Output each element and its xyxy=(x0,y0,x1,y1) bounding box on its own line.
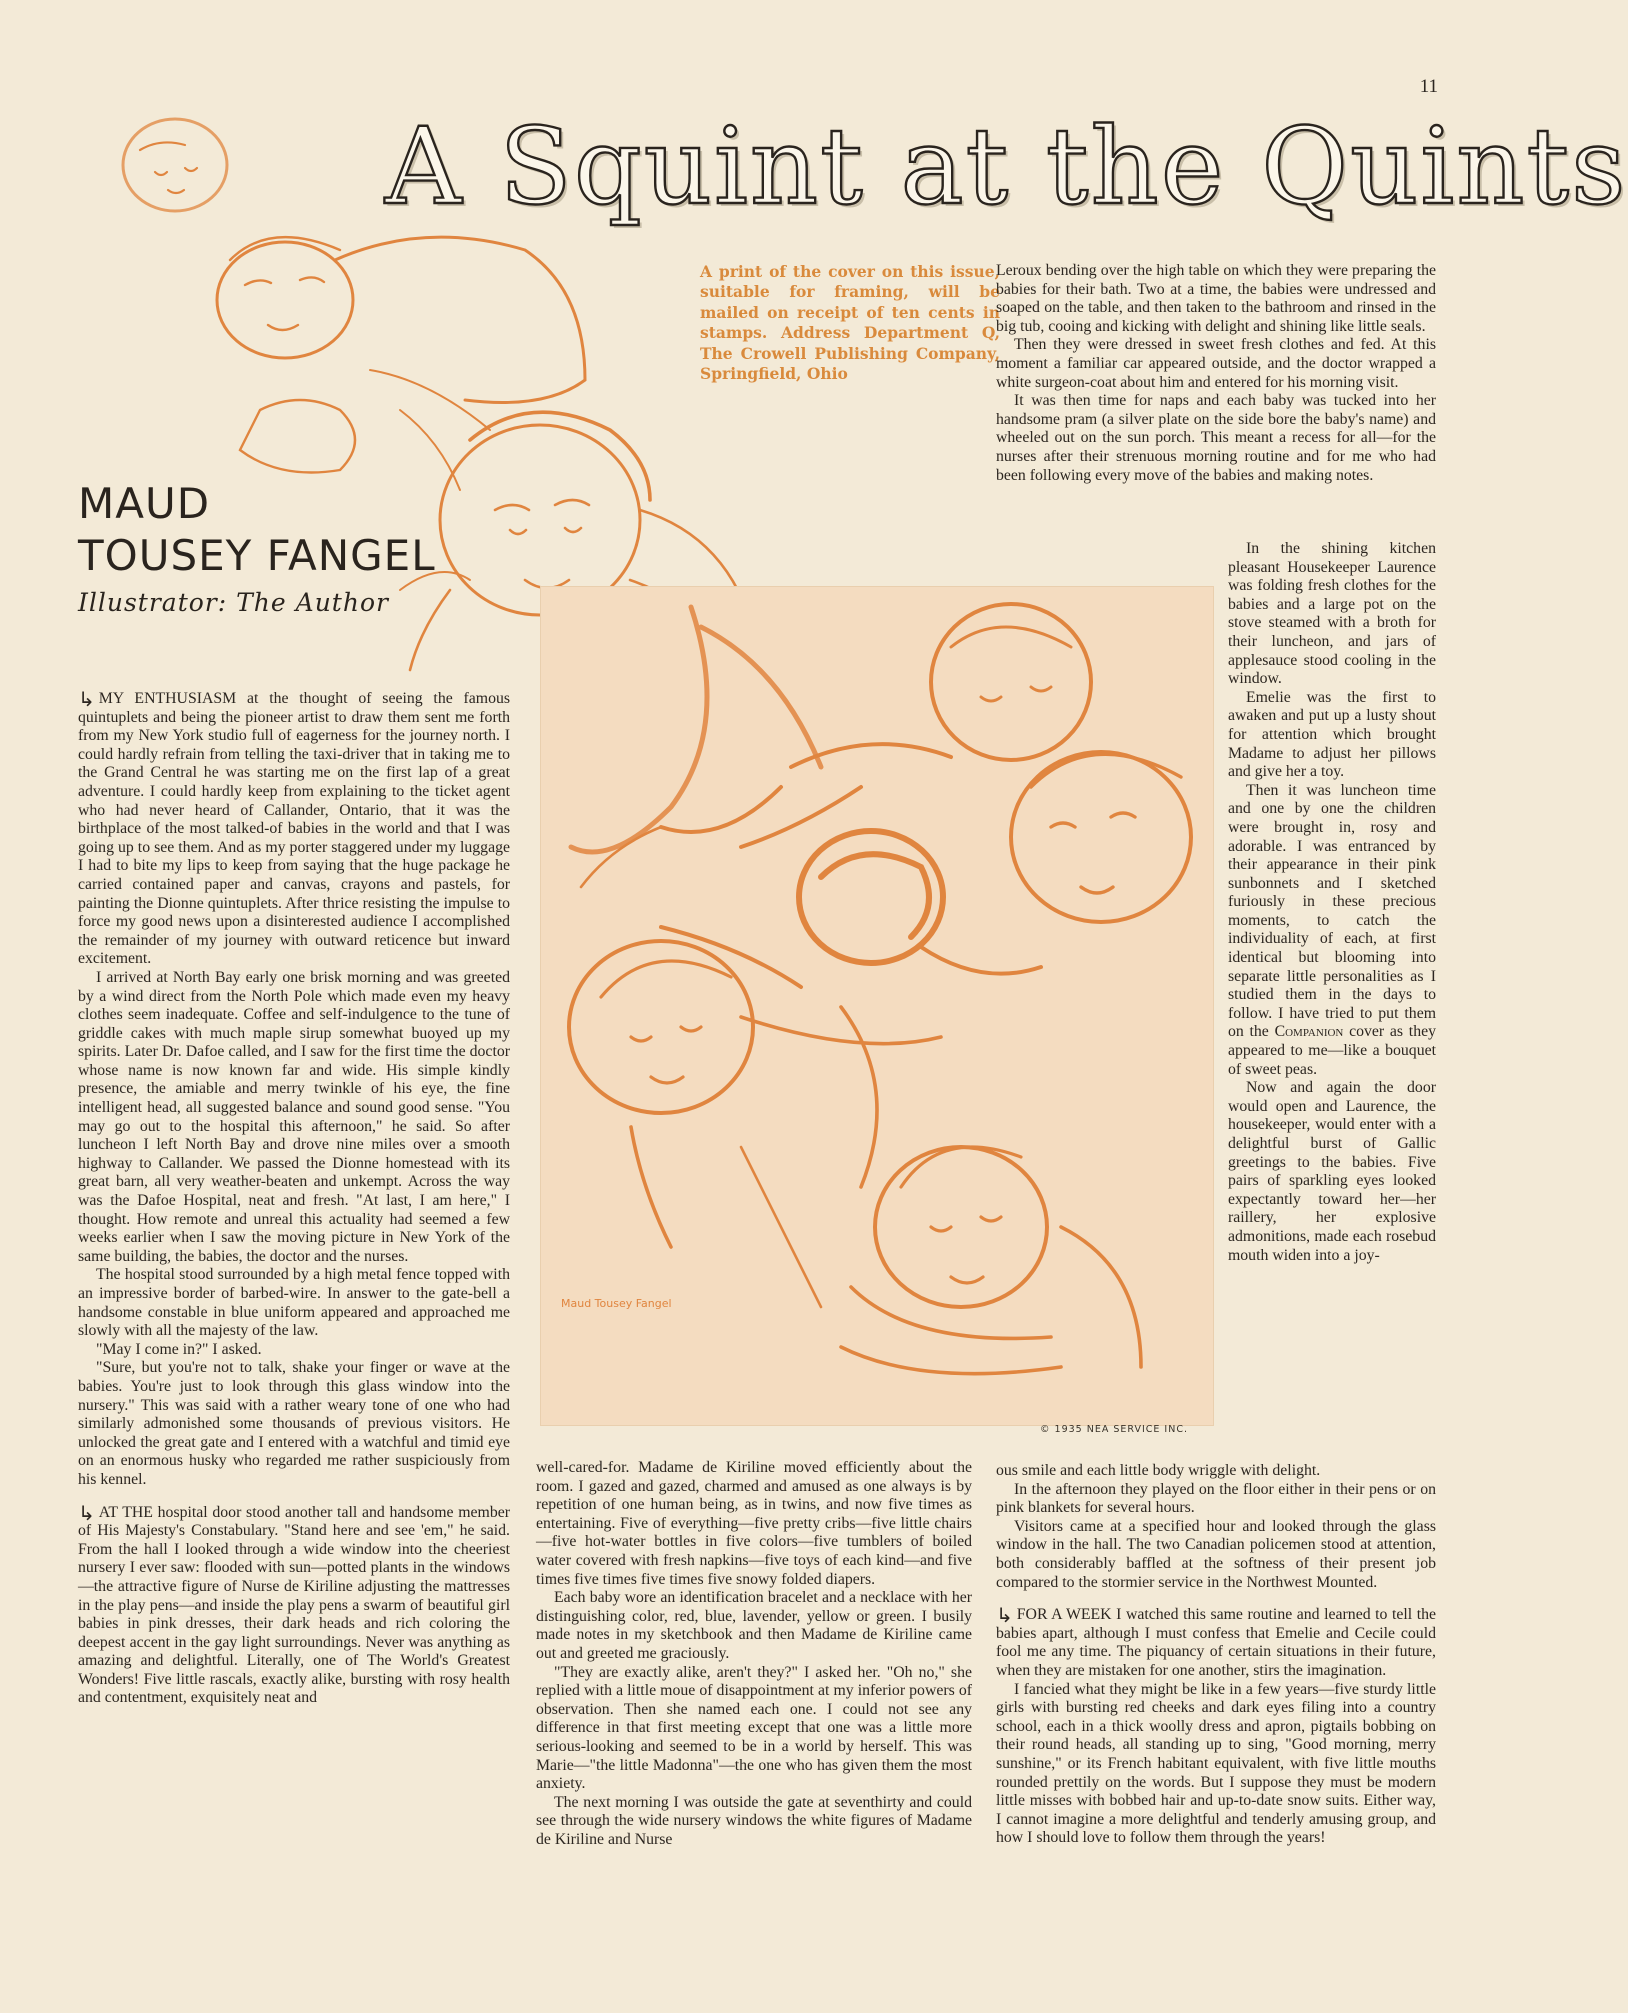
paragraph: well-cared-for. Madame de Kiriline moved efficiently about the room. I gazed and gazed, charmed and amused as one always is by repetition of one human being, as in twins, and now five times as entertaining. Five of everything—five pretty cribs—five little chairs—five hot-water bottles in five colors—five tumblers of boiled water covered with fresh napkins—five toys of each kind—and five times five times five times five snowy folded diapers. xyxy=(536,1459,972,1588)
paragraph: Leroux bending over the high table on which they were preparing the babies for their bath. Two at a time, the babies were undressed and soaped on the table, and then taken to the bathroom and rinsed in the big tub, cooing and kicking with delight and shining like little seals. xyxy=(996,262,1436,335)
text-column-3-bottom xyxy=(996,1462,1436,1848)
paragraph-text: cover as they appeared to me—like a bouquet of sweet peas. xyxy=(1228,1023,1437,1078)
baby-head-1 xyxy=(123,119,227,211)
paragraph: Each baby wore an identification bracelet and a necklace with her distinguishing color, red, blue, lavender, yellow or green. I busily made notes in my sketchbook and then Madame de Kiriline came out and greeted me graciously. xyxy=(536,1589,972,1662)
magazine-name: Companion xyxy=(1274,1023,1344,1041)
paragraph xyxy=(78,687,511,969)
baby-body-2 xyxy=(335,237,585,402)
baby-head-2 xyxy=(217,242,353,358)
page-number: 11 xyxy=(1419,76,1438,97)
paragraph: It was then time for naps and each baby was tucked into her handsome pram (a silver plate on the side bore the baby's name) and wheeled out on the sun porch. This meant a recess for all—for the nurses after their strenuous morning routine and for me who had been following every move of the babies and making notes. xyxy=(996,392,1436,484)
lead-in: AT THE xyxy=(98,1503,153,1521)
cover-print-offer: A print of the cover on this issue, suitable for framing, will be mailed on receipt of ten cents in stamps. Address Department Q, The Crowell Publishing Company, Springfield, Ohio xyxy=(700,262,1000,384)
paragraph: Emelie was the first to awaken and put up a lusty shout for attention which brought Madame to adjust her pillows and give her a toy. xyxy=(1228,688,1436,781)
paragraph-text: Then it was luncheon time and one by one the children were brought in, rosy and adorable. I was entranced by their appearance in their pink sunbonnets and I sketched furiously in these precious moments, to catch the individuality of each, at first identical but blooming into separate little personalities as I studied them in the days to follow. I have tried to put them on the xyxy=(1228,781,1436,1041)
lead-in: FOR A WEEK xyxy=(1016,1606,1112,1624)
paragraph: ous smile and each little body wriggle with delight. xyxy=(996,1462,1321,1479)
text-column-3-narrow xyxy=(1228,540,1436,1265)
text-column-3-top xyxy=(996,262,1436,485)
text-column-2 xyxy=(536,1459,972,1849)
drop-arrow-icon: ↳ xyxy=(78,1500,95,1525)
paragraph: Then they were dressed in sweet fresh clothes and fed. At this moment a familiar car appeared outside, and the doctor wrapped a white surgeon-coat about him and entered for his morning visit. xyxy=(996,336,1436,391)
paragraph xyxy=(78,1500,510,1709)
paragraph: The hospital stood surrounded by a high metal fence topped with an impressive border of barbed-wire. In answer to the gate-bell a handsome constable in blue uniform appeared and approached me slowly with all the majesty of the law. xyxy=(78,1266,510,1340)
paragraph: In the shining kitchen pleasant Housekeeper Laurence was folding fresh clothes for the babies and a large pot on the stove steamed with a broth for their luncheon, and jars of applesauce stood cooling in the window. xyxy=(1228,540,1436,688)
paragraph: "They are exactly alike, aren't they?" I asked her. "Oh no," she replied with a little moue of disappointment at my inferior powers of observation. Then she named each one. I could not see any difference in that first meeting except that one was a little more serious-looking and seemed to be in a world by herself. This was Marie—"the little Madonna"—the one who has given them the most anxiety. xyxy=(536,1663,972,1793)
illustration-copyright: © 1935 NEA SERVICE INC. xyxy=(1040,1424,1188,1435)
drop-arrow-icon: ↳ xyxy=(78,687,95,711)
paragraph: I arrived at North Bay early one brisk morning and was greeted by a wind direct from the North Pole which made even my heavy clothes seem inadequate. Coffee and self-indulgence to the tune of griddle cakes with much maple sirup somewhat buoyed up my spirits. Later Dr. Dafoe called, and I saw for the first time the doctor whose name is now known far and wide. His simple kindly presence, the amiable and merry twinkle of his eye, the fine intelligent head, all suggested balance and sound good sense. "You may go out to the hospital this afternoon," he said. So after luncheon I left North Bay and drove nine miles over a smooth highway to Callander. We passed the Dionne homestead with its great barn, all very weather-beaten and unkempt. Across the way was the Dafoe Hospital, neat and fresh. "At last, I am here," I thought. How remote and unreal this actuality had seemed a few weeks earlier when I saw the moving picture in New York of the same building, the babies, the doctor and the nurses. xyxy=(78,968,510,1265)
paragraph-text: I watched this same routine and learned to tell the babies apart, although I must confess that Emelie and Cecile could fool me any time. The piquancy of certain situations in their future, when they are mistaken for one another, stirs the imagination. xyxy=(996,1606,1437,1679)
author-byline xyxy=(78,478,478,582)
paragraph-text: at the thought of seeing the famous quintuplets and being the pioneer artist to draw them sent me forth from my New York studio full of eagerness for the journey north. I could hardly refrain from telling the taxi-driver that in taking me to the Grand Central he was starting me on the first lap of a great adventure. I could hardly keep from explaining to the ticket agent who had never heard of Callander, Ontario, that it was the birthplace of the most talked-of babies in the world and that I was going up to see them. And as my porter staggered under my luggage I had to bite my lips to keep from saying that the huge package he carried contained paper and canvas, crayons and pastels, for painting the Dionne quintuplets. After thrice resisting the impulse to force my good news upon a disinterested audience I accomplished the remainder of my journey with outward reticence but inward excitement. xyxy=(78,690,511,968)
baby-head-c xyxy=(799,831,943,963)
paragraph xyxy=(996,1603,1437,1680)
quintuplets-illustration xyxy=(540,586,1214,1426)
paragraph-text: hospital door stood another tall and handsome member of His Majesty's Constabulary. "Stand here and see 'em," he said. From the hall I looked through a wide window into the cheeriest nursery I ever saw: flooded with sun—potted plants in the windows—the attractive figure of Nurse de Kiriline adjusting the mattresses in the play pens—and inside the play pens a swarm of beautiful girl babies in pink dresses, their dark heads and rich coloring the deepest accent in the gay light surroundings. Never was anything as amazing and delightful. Literally, one of The World's Greatest Wonders! Five little rascals, exactly alike, bursting with rosy health and contentment, exquisitely neat and xyxy=(78,1503,510,1707)
paragraph: Now and again the door would open and Laurence, the housekeeper, would enter with a delightful burst of Gallic greetings to the babies. Five pairs of sparkling eyes looked expectantly toward her—her raillery, her explosive admonitions, made each rosebud mouth widen into a joy- xyxy=(1228,1079,1436,1264)
artist-signature: Maud Tousey Fangel xyxy=(561,1297,672,1310)
illustrator-credit: Illustrator: The Author xyxy=(78,588,389,617)
author-line-2: TOUSEY FANGEL xyxy=(78,531,436,580)
baby-head-b xyxy=(1011,752,1191,922)
drop-arrow-icon: ↳ xyxy=(996,1603,1013,1628)
paragraph: I fancied what they might be like in a few years—five sturdy little girls with bursting red cheeks and dark eyes filing into a country school, each in a thick woolly dress and apron, pigtails bobbing on their round heads, all standing up to sing, "Good morning, merry sunshine," or its French habitant equivalent, with five little mouths rounded prettily on the words. But I suppose they must be modern little misses with bobbed hair and up-to-date snow suits. Either way, I cannot imagine a more delightful and tenderly amusing group, and how I should love to follow them through the years! xyxy=(996,1680,1436,1847)
paragraph: The next morning I was outside the gate at seventhirty and could see through the wide nursery windows the white figures of Madame de Kiriline and Nurse xyxy=(536,1793,972,1848)
author-line-1: MAUD xyxy=(78,479,211,528)
article-title: A Squint at the Quints xyxy=(385,105,1628,228)
paragraph: Visitors came at a specified hour and looked through the glass window in the hall. The two Canadian policemen stood at attention, both considerably baffled at the softness of their present job compared to the stormier service in the Northwest Mounted. xyxy=(996,1517,1436,1591)
lead-in: MY ENTHUSIASM xyxy=(98,690,237,707)
text-column-1 xyxy=(78,687,511,1708)
quintuplets-sketch xyxy=(541,587,1213,1425)
paragraph: "May I come in?" I asked. xyxy=(96,1340,262,1358)
paragraph xyxy=(1228,782,1436,1080)
baby-head-d xyxy=(569,941,753,1113)
paragraph: In the afternoon they played on the floor either in their pens or on pink blankets for several hours. xyxy=(996,1480,1436,1517)
paragraph: "Sure, but you're not to talk, shake your finger or wave at the babies. You're just to look through this glass window into the nursery." This was said with a rather weary tone of one who had similarly admonished some thousands of previous visitors. He unlocked the great gate and I entered with a watchful and timid eye on an enormous husky who regarded me rather suspiciously from his kennel. xyxy=(78,1359,510,1488)
